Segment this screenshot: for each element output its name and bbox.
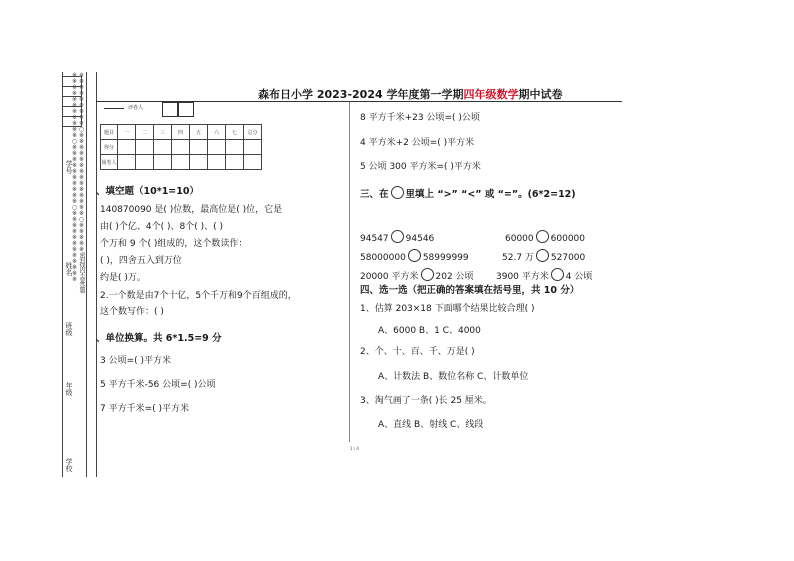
compare-left: 3900 平方米 [496,272,549,282]
table-cell[interactable] [154,140,172,155]
mc-question-3: 3、淘气画了一条( )长 25 厘米。 [360,396,492,406]
table-cell[interactable] [208,140,226,155]
q1-line-1: 140870090 是( )位数，最高位是( )位，它是 [100,205,283,215]
compare-row-1 [360,230,434,245]
compare-right: 58999999 [422,253,469,263]
table-cell: 四 [172,125,190,140]
conversion-1: 3 公顷=( )平方米 [100,356,172,366]
compare-left: 60000 [505,234,534,244]
side-label-school: 学校 [65,458,73,472]
mc-options-1: A、6000 B、1 C、4000 [378,326,481,336]
compare-circle[interactable] [421,268,434,281]
reviewer-cell[interactable] [162,102,178,117]
compare-row-1b [505,230,585,245]
table-cell: 二 [136,125,154,140]
mc-question-1: 1、估算 203×18 下面哪个结果比较合理( ) [360,304,535,314]
exam-title [258,86,562,102]
side-label-student-id: 学号 [65,160,73,174]
score-cell[interactable] [178,102,194,117]
section-3-heading-suffix: 里填上 “>” “<” 或 “=”。(6*2=12) [405,189,576,200]
table-cell: 六 [208,125,226,140]
table-cell[interactable] [226,155,244,170]
conversion-5: 4 平方米+2 公顷=( )平方米 [360,138,475,148]
table-cell: 总分 [244,125,262,140]
compare-right: 4 公顷 [565,272,593,282]
compare-circle[interactable] [536,249,549,262]
binding-line-left [62,72,63,477]
binding-boxes [62,76,82,122]
compare-circle[interactable] [551,268,564,281]
mc-options-3: A、直线 B、射线 C、线段 [378,420,484,430]
compare-circle[interactable] [536,230,549,243]
compare-right: 202 公顷 [435,272,474,282]
mc-options-2: A、计数法 B、数位名称 C、计数单位 [378,372,529,382]
table-cell: 阅卷人 [101,155,118,170]
compare-left: 52.7 万 [502,253,534,263]
compare-row-2b [502,249,585,264]
binding-line-inner [86,72,87,477]
compare-row-3 [360,268,474,283]
table-cell[interactable] [190,140,208,155]
q2-line-1: 2.一个数是由7个十亿，5个千万和9个百组成的， [100,291,297,301]
table-cell[interactable] [226,140,244,155]
section-2-heading: 、单位换算。共 6*1.5=9 分 [96,333,222,344]
compare-left: 20000 平方米 [360,272,419,282]
table-cell[interactable] [136,140,154,155]
circle-icon [391,186,404,199]
table-cell[interactable] [172,155,190,170]
table-cell[interactable] [172,140,190,155]
arrow-icon [104,108,124,109]
section-3-heading [360,186,576,200]
compare-circle[interactable] [391,230,404,243]
compare-left: 58000000 [360,253,406,263]
side-label-class: 班级 [65,322,73,336]
column-divider [349,102,350,442]
q1-line-3: 个万和 9 个( )组成的，这个数读作： [100,239,248,249]
reviewer-box [104,102,194,116]
score-table-row-score [101,140,262,155]
table-cell: 题目 [101,125,118,140]
q1-line-2: 由( )个亿、4个( )、8个( )、( ) [100,222,223,232]
seal-line-text: ※※※※※※※※※○※※※※※※※※※※※※※※○※※※※※密封线内不要答题※※※※※※※※※※※○※※※※※※※※※※○※※※※※※※※※※※※ [71,72,85,292]
table-cell[interactable] [136,155,154,170]
score-table [100,124,262,170]
score-table-row-grader [101,155,262,170]
side-label-grade: 年级 [65,382,73,396]
compare-right: 527000 [550,253,586,263]
section-3-heading-prefix: 三、在 [360,189,389,200]
conversion-3: 7 平方千米=( )平方米 [100,404,190,414]
table-cell: 三 [154,125,172,140]
q1-line-5: 约是( )万。 [100,273,146,283]
compare-row-2 [360,249,469,264]
mc-question-2: 2、个、十、百、千、万是( ) [360,347,475,357]
section-4-heading: 四、选一选（把正确的答案填在括号里，共 10 分） [360,285,580,296]
conversion-2: 5 平方千米-56 公顷=( )公顷 [100,380,216,390]
table-cell[interactable] [244,155,262,170]
table-cell: 得分 [101,140,118,155]
conversion-6: 5 公顷 300 平方米=( )平方米 [360,162,481,172]
title-school-term: 森布日小学 2023-2024 学年度第一学期 [258,88,464,101]
table-cell[interactable] [118,140,136,155]
title-exam-type: 期中试卷 [518,88,563,101]
table-cell[interactable] [208,155,226,170]
q2-line-2: 这个数写作：( ) [100,307,164,317]
table-cell[interactable] [190,155,208,170]
compare-circle[interactable] [408,249,421,262]
section-1-heading: 、填空题（10*1=10） [96,186,199,197]
table-cell[interactable] [244,140,262,155]
compare-left: 94547 [360,234,389,244]
title-grade-subject: 四年级数学 [463,88,519,101]
reviewer-label: 评卷人 [128,105,144,111]
table-cell: 一 [118,125,136,140]
q1-line-4: ( )，四舍五入到万位 [100,256,182,266]
compare-right: 94546 [405,234,435,244]
binding-line-outer [96,72,97,477]
side-label-name: 姓名 [65,262,73,276]
compare-row-3b [496,268,592,283]
table-cell: 五 [190,125,208,140]
compare-right: 600000 [550,234,585,244]
page-number: 1 / 4 [350,446,359,451]
table-cell: 七 [226,125,244,140]
table-cell[interactable] [118,155,136,170]
table-cell[interactable] [154,155,172,170]
score-table-row-headers [101,125,262,140]
conversion-4: 8 平方千米+23 公顷=( )公顷 [360,113,480,123]
